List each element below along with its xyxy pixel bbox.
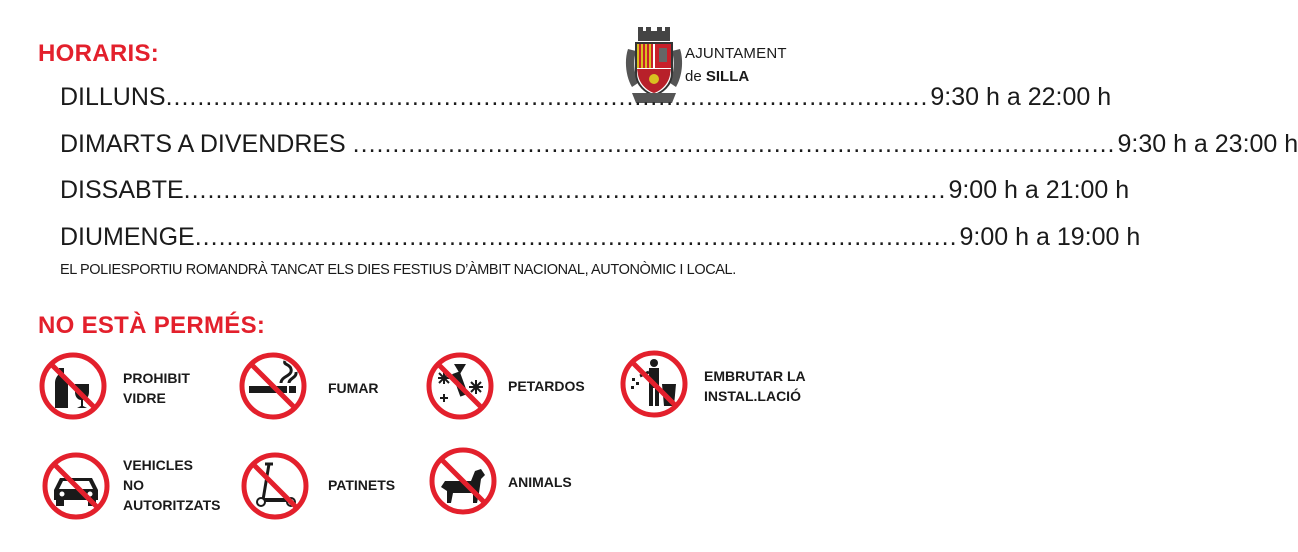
hours-day: DIUMENGE — [60, 223, 195, 251]
dot-leader: ................................................................................................ — [352, 130, 1116, 158]
no-smoking-icon — [237, 350, 309, 422]
no-glass-icon — [37, 350, 109, 422]
hours-time: 9:00 h a 21:00 h — [948, 176, 1130, 204]
forbidden-title: NO ESTÀ PERMÉS: — [38, 312, 266, 339]
dot-leader: ................................................................................................ — [194, 223, 958, 251]
no-animals-icon — [427, 445, 499, 517]
hours-row — [60, 125, 1298, 159]
item-label: EMBRUTAR LA INSTAL.LACIÓ — [704, 368, 806, 404]
hours-row — [60, 218, 1141, 252]
hours-title: HORARIS: — [38, 40, 160, 67]
item-label: PROHIBIT VIDRE — [123, 370, 190, 406]
item-label: VEHICLES NO AUTORITZATS — [123, 457, 221, 513]
dot-leader: ................................................................................................ — [165, 83, 929, 111]
item-label: PETARDOS — [508, 378, 585, 394]
item-label: FUMAR — [328, 380, 379, 396]
hours-time: 9:00 h a 19:00 h — [959, 223, 1141, 251]
hours-row — [60, 78, 1112, 112]
hours-day: DIMARTS A DIVENDRES — [60, 130, 353, 158]
hours-day: DISSABTE — [60, 176, 184, 204]
no-littering-icon — [618, 348, 690, 420]
item-label: ANIMALS — [508, 474, 572, 490]
dot-leader: ................................................................................................ — [183, 176, 947, 204]
no-scooter-icon — [239, 450, 311, 522]
no-vehicles-icon — [40, 450, 112, 522]
no-fireworks-icon — [424, 350, 496, 422]
hours-day: DILLUNS — [60, 83, 166, 111]
item-label: PATINETS — [328, 477, 396, 493]
hours-time: 9:30 h a 23:00 h — [1117, 130, 1298, 158]
closure-notice: EL POLIESPORTIU ROMANDRÀ TANCAT ELS DIES FESTIUS D’ÀMBIT NACIONAL, AUTONÒMIC I LOCAL. — [60, 262, 736, 278]
logo-line2-prefix: de — [685, 68, 702, 85]
hours-time: 9:30 h a 22:00 h — [930, 83, 1112, 111]
hours-row — [60, 171, 1130, 205]
logo-town-name: SILLA — [705, 68, 750, 85]
logo-line1: AJUNTAMENT — [685, 45, 787, 62]
